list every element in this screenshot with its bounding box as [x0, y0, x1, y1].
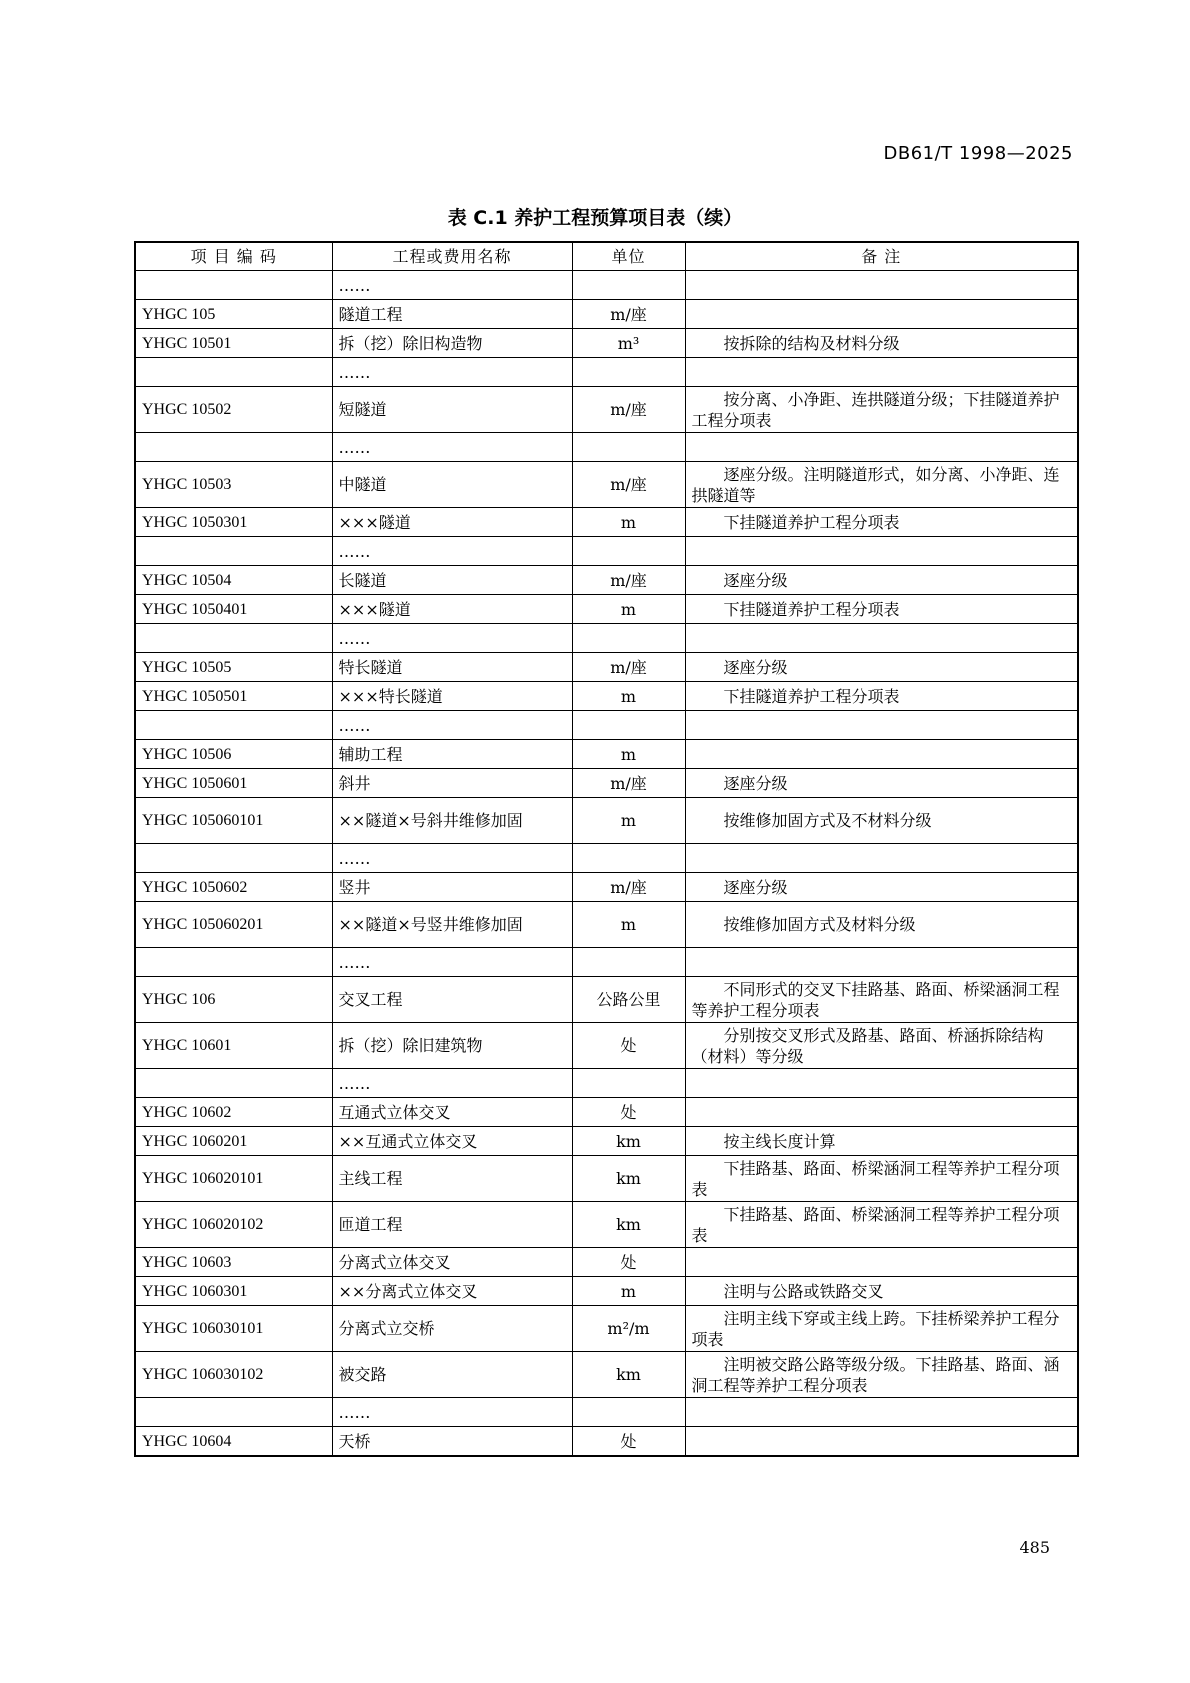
cell-note: 不同形式的交叉下挂路基、路面、桥梁涵洞工程等养护工程分项表 — [685, 977, 1078, 1023]
cell-code: YHGC 10504 — [135, 566, 332, 595]
cell-code: YHGC 106 — [135, 977, 332, 1023]
cell-note: 下挂路基、路面、桥梁涵洞工程等养护工程分项表 — [685, 1202, 1078, 1248]
cell-unit: km — [572, 1127, 685, 1156]
cell-note — [685, 1248, 1078, 1277]
cell-note — [685, 1098, 1078, 1127]
cell-unit: m — [572, 1277, 685, 1306]
cell-unit — [572, 537, 685, 566]
cell-code: YHGC 1060201 — [135, 1127, 332, 1156]
document-code: DB61/T 1998—2025 — [883, 143, 1073, 164]
cell-code: YHGC 10603 — [135, 1248, 332, 1277]
cell-name: …… — [332, 1069, 572, 1098]
table-row — [135, 1277, 1078, 1306]
cell-name: …… — [332, 1398, 572, 1427]
cell-name: 互通式立体交叉 — [332, 1098, 572, 1127]
cell-unit: m/座 — [572, 769, 685, 798]
cell-code — [135, 1069, 332, 1098]
cell-unit: 公路公里 — [572, 977, 685, 1023]
cell-unit: m/座 — [572, 387, 685, 433]
cell-note — [685, 358, 1078, 387]
cell-name: 长隧道 — [332, 566, 572, 595]
table-row — [135, 1127, 1078, 1156]
cell-code — [135, 433, 332, 462]
cell-unit — [572, 433, 685, 462]
cell-note: 下挂隧道养护工程分项表 — [685, 682, 1078, 711]
cell-note: 逐座分级 — [685, 873, 1078, 902]
column-header-note: 备 注 — [685, 242, 1078, 271]
table-body — [135, 271, 1078, 1457]
table-title: 表 C.1 养护工程预算项目表（续） — [447, 207, 743, 229]
cell-note: 下挂路基、路面、桥梁涵洞工程等养护工程分项表 — [685, 1156, 1078, 1202]
cell-note: 下挂隧道养护工程分项表 — [685, 595, 1078, 624]
table-row — [135, 387, 1078, 433]
cell-code — [135, 537, 332, 566]
table-row — [135, 873, 1078, 902]
cell-code — [135, 358, 332, 387]
cell-note: 按分离、小净距、连拱隧道分级；下挂隧道养护工程分项表 — [685, 387, 1078, 433]
cell-name: 竖井 — [332, 873, 572, 902]
cell-code: YHGC 106030101 — [135, 1306, 332, 1352]
cell-note — [685, 711, 1078, 740]
cell-code: YHGC 10602 — [135, 1098, 332, 1127]
table-row — [135, 711, 1078, 740]
cell-unit: m — [572, 595, 685, 624]
cell-unit: km — [572, 1352, 685, 1398]
cell-code — [135, 1398, 332, 1427]
cell-code: YHGC 10503 — [135, 462, 332, 508]
table-row — [135, 653, 1078, 682]
cell-note: 下挂隧道养护工程分项表 — [685, 508, 1078, 537]
table-row — [135, 1248, 1078, 1277]
cell-name: 分离式立体交叉 — [332, 1248, 572, 1277]
table-row — [135, 682, 1078, 711]
budget-items-table — [134, 241, 1079, 1457]
cell-unit: m — [572, 902, 685, 948]
cell-unit: m/座 — [572, 653, 685, 682]
cell-name: ××分离式立体交叉 — [332, 1277, 572, 1306]
cell-unit: 处 — [572, 1427, 685, 1457]
cell-note — [685, 433, 1078, 462]
cell-unit: m — [572, 508, 685, 537]
cell-note — [685, 740, 1078, 769]
cell-unit: 处 — [572, 1023, 685, 1069]
table-row — [135, 1023, 1078, 1069]
table-row — [135, 769, 1078, 798]
cell-code: YHGC 1050501 — [135, 682, 332, 711]
cell-code: YHGC 10601 — [135, 1023, 332, 1069]
cell-unit: 处 — [572, 1248, 685, 1277]
cell-name: 天桥 — [332, 1427, 572, 1457]
cell-unit — [572, 624, 685, 653]
cell-name: …… — [332, 624, 572, 653]
table-row — [135, 1352, 1078, 1398]
cell-code: YHGC 105060101 — [135, 798, 332, 844]
cell-note: 逐座分级 — [685, 769, 1078, 798]
table-row — [135, 358, 1078, 387]
cell-note — [685, 271, 1078, 300]
table-row — [135, 977, 1078, 1023]
cell-name: …… — [332, 537, 572, 566]
cell-code: YHGC 1050401 — [135, 595, 332, 624]
cell-code: YHGC 1050602 — [135, 873, 332, 902]
cell-unit — [572, 271, 685, 300]
table-row — [135, 566, 1078, 595]
cell-note: 注明主线下穿或主线上跨。下挂桥梁养护工程分项表 — [685, 1306, 1078, 1352]
cell-unit: m/座 — [572, 566, 685, 595]
column-header-unit: 单位 — [572, 242, 685, 271]
cell-name: 交叉工程 — [332, 977, 572, 1023]
cell-code — [135, 271, 332, 300]
cell-unit: 处 — [572, 1098, 685, 1127]
table-row — [135, 1202, 1078, 1248]
cell-code — [135, 948, 332, 977]
cell-name: ×××隧道 — [332, 595, 572, 624]
cell-unit — [572, 948, 685, 977]
cell-code: YHGC 10501 — [135, 329, 332, 358]
cell-name: …… — [332, 433, 572, 462]
cell-name: 匝道工程 — [332, 1202, 572, 1248]
cell-name: ×××特长隧道 — [332, 682, 572, 711]
cell-note — [685, 1069, 1078, 1098]
table-row — [135, 433, 1078, 462]
cell-unit: km — [572, 1156, 685, 1202]
cell-note: 逐座分级 — [685, 566, 1078, 595]
table-row — [135, 1398, 1078, 1427]
cell-name: 拆（挖）除旧建筑物 — [332, 1023, 572, 1069]
cell-note: 按拆除的结构及材料分级 — [685, 329, 1078, 358]
table-row — [135, 508, 1078, 537]
cell-note — [685, 844, 1078, 873]
table-row — [135, 740, 1078, 769]
cell-unit: m — [572, 740, 685, 769]
cell-name: …… — [332, 271, 572, 300]
column-header-code: 项 目 编 码 — [135, 242, 332, 271]
cell-code: YHGC 106020102 — [135, 1202, 332, 1248]
cell-code: YHGC 1050601 — [135, 769, 332, 798]
cell-name: 隧道工程 — [332, 300, 572, 329]
cell-name: 特长隧道 — [332, 653, 572, 682]
cell-unit — [572, 1398, 685, 1427]
cell-note: 注明被交路公路等级分级。下挂路基、路面、涵洞工程等养护工程分项表 — [685, 1352, 1078, 1398]
cell-name: 主线工程 — [332, 1156, 572, 1202]
cell-name: ××隧道×号斜井维修加固 — [332, 798, 572, 844]
cell-note — [685, 1398, 1078, 1427]
cell-note — [685, 1427, 1078, 1457]
cell-name: 分离式立交桥 — [332, 1306, 572, 1352]
cell-note: 按维修加固方式及材料分级 — [685, 902, 1078, 948]
cell-name: …… — [332, 948, 572, 977]
cell-note: 逐座分级 — [685, 653, 1078, 682]
cell-code: YHGC 1050301 — [135, 508, 332, 537]
table-row — [135, 300, 1078, 329]
cell-name: …… — [332, 358, 572, 387]
cell-code: YHGC 106020101 — [135, 1156, 332, 1202]
cell-note: 按主线长度计算 — [685, 1127, 1078, 1156]
cell-unit — [572, 1069, 685, 1098]
cell-code — [135, 844, 332, 873]
cell-unit: m/座 — [572, 300, 685, 329]
table-row — [135, 1069, 1078, 1098]
table-row — [135, 1306, 1078, 1352]
cell-name: 拆（挖）除旧构造物 — [332, 329, 572, 358]
table-row — [135, 624, 1078, 653]
cell-unit: m³ — [572, 329, 685, 358]
table-row — [135, 329, 1078, 358]
cell-unit: m/座 — [572, 462, 685, 508]
table-row — [135, 902, 1078, 948]
cell-note — [685, 300, 1078, 329]
table-row — [135, 948, 1078, 977]
cell-code — [135, 711, 332, 740]
cell-code: YHGC 105060201 — [135, 902, 332, 948]
cell-code: YHGC 10505 — [135, 653, 332, 682]
cell-unit: m/座 — [572, 873, 685, 902]
cell-name: 中隧道 — [332, 462, 572, 508]
cell-code — [135, 624, 332, 653]
cell-note: 分别按交叉形式及路基、路面、桥涵拆除结构（材料）等分级 — [685, 1023, 1078, 1069]
cell-note: 按维修加固方式及不材料分级 — [685, 798, 1078, 844]
cell-code: YHGC 105 — [135, 300, 332, 329]
table-row — [135, 271, 1078, 300]
cell-name: 辅助工程 — [332, 740, 572, 769]
table-row — [135, 1156, 1078, 1202]
cell-unit: m — [572, 798, 685, 844]
cell-unit: m — [572, 682, 685, 711]
table-row — [135, 1427, 1078, 1457]
cell-name: 短隧道 — [332, 387, 572, 433]
table-header-row — [135, 242, 1078, 271]
cell-note — [685, 537, 1078, 566]
table-row — [135, 844, 1078, 873]
table-row — [135, 798, 1078, 844]
cell-unit — [572, 711, 685, 740]
cell-code: YHGC 10502 — [135, 387, 332, 433]
cell-name: …… — [332, 844, 572, 873]
table-row — [135, 595, 1078, 624]
cell-code: YHGC 1060301 — [135, 1277, 332, 1306]
cell-note: 逐座分级。注明隧道形式，如分离、小净距、连拱隧道等 — [685, 462, 1078, 508]
cell-name: …… — [332, 711, 572, 740]
cell-note — [685, 624, 1078, 653]
table-row — [135, 1098, 1078, 1127]
cell-name: ××隧道×号竖井维修加固 — [332, 902, 572, 948]
cell-note: 注明与公路或铁路交叉 — [685, 1277, 1078, 1306]
cell-code: YHGC 106030102 — [135, 1352, 332, 1398]
page-number: 485 — [1019, 1538, 1050, 1557]
cell-name: ××互通式立体交叉 — [332, 1127, 572, 1156]
cell-code: YHGC 10604 — [135, 1427, 332, 1457]
cell-code: YHGC 10506 — [135, 740, 332, 769]
table-row — [135, 537, 1078, 566]
cell-note — [685, 948, 1078, 977]
cell-unit: m²/m — [572, 1306, 685, 1352]
cell-unit — [572, 844, 685, 873]
cell-name: ×××隧道 — [332, 508, 572, 537]
cell-name: 斜井 — [332, 769, 572, 798]
table-row — [135, 462, 1078, 508]
cell-name: 被交路 — [332, 1352, 572, 1398]
cell-unit: km — [572, 1202, 685, 1248]
column-header-name: 工程或费用名称 — [332, 242, 572, 271]
cell-unit — [572, 358, 685, 387]
